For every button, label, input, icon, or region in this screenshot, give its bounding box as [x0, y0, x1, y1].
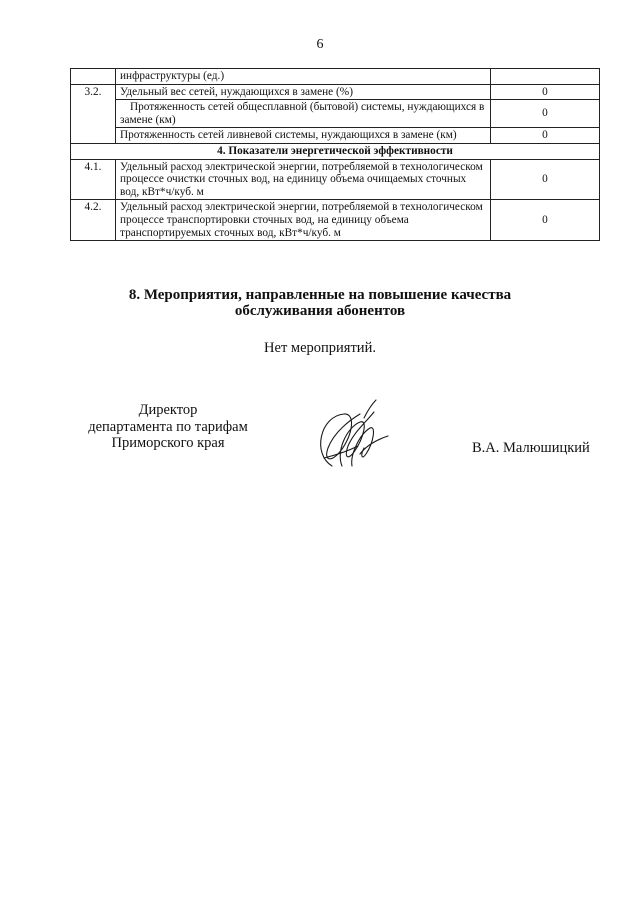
row-number — [71, 69, 116, 85]
handwritten-signature — [302, 394, 392, 474]
table-row — [71, 100, 600, 128]
page-number: 6 — [316, 37, 324, 52]
indicator-value — [491, 69, 600, 85]
indicator-name: инфраструктуры (ед.) — [116, 69, 491, 85]
row-number: 3.2. — [71, 84, 116, 143]
table-row — [71, 200, 600, 241]
signer-title-line: Приморского края — [111, 435, 225, 451]
indicator-name: Протяженность сетей ливневой системы, нуждающихся в замене (км) — [116, 128, 491, 144]
indicator-value: 0 — [491, 159, 600, 200]
section-heading — [100, 287, 540, 319]
indicator-name — [116, 100, 491, 128]
indicator-name: Удельный расход электрической энергии, потребляемой в технологическом процессе транспортировки сточных вод, на единицу объема транспортируемых сточных вод, кВт*ч/куб. м — [116, 200, 491, 241]
signer-title — [58, 402, 278, 452]
signer-title-line: Директор — [138, 402, 198, 418]
table-row — [71, 69, 600, 85]
indicator-value: 0 — [491, 200, 600, 241]
row-number: 4.2. — [71, 200, 116, 241]
indicator-value: 0 — [491, 128, 600, 144]
indicator-name: Удельный вес сетей, нуждающихся в замене (%) — [116, 84, 491, 100]
table-section-title: 4. Показатели энергетической эффективности — [71, 143, 600, 159]
indicator-name: Удельный расход электрической энергии, потребляемой в технологическом процессе очистки сточных вод, на единицу объема очищаемых сточных вод, кВт*ч/куб. м — [116, 159, 491, 200]
section-heading-line: 8. Мероприятия, направленные на повышение качества — [128, 287, 512, 303]
signer-name: В.А. Малюшицкий — [472, 440, 590, 456]
no-measures-text: Нет мероприятий. — [264, 340, 376, 356]
indicators-table — [70, 68, 600, 241]
signer-title-line: департамента по тарифам — [88, 418, 248, 435]
table-section-row — [71, 143, 600, 159]
section-heading-line: обслуживания абонентов — [234, 303, 406, 319]
indicator-value: 0 — [491, 84, 600, 100]
indicator-value: 0 — [491, 100, 600, 128]
indicator-name-text: Протяженность сетей общесплавной (бытовой) системы, нуждающихся в замене (км) — [120, 101, 485, 126]
table-row — [71, 84, 600, 100]
table-row — [71, 128, 600, 144]
row-number: 4.1. — [71, 159, 116, 200]
table-row — [71, 159, 600, 200]
